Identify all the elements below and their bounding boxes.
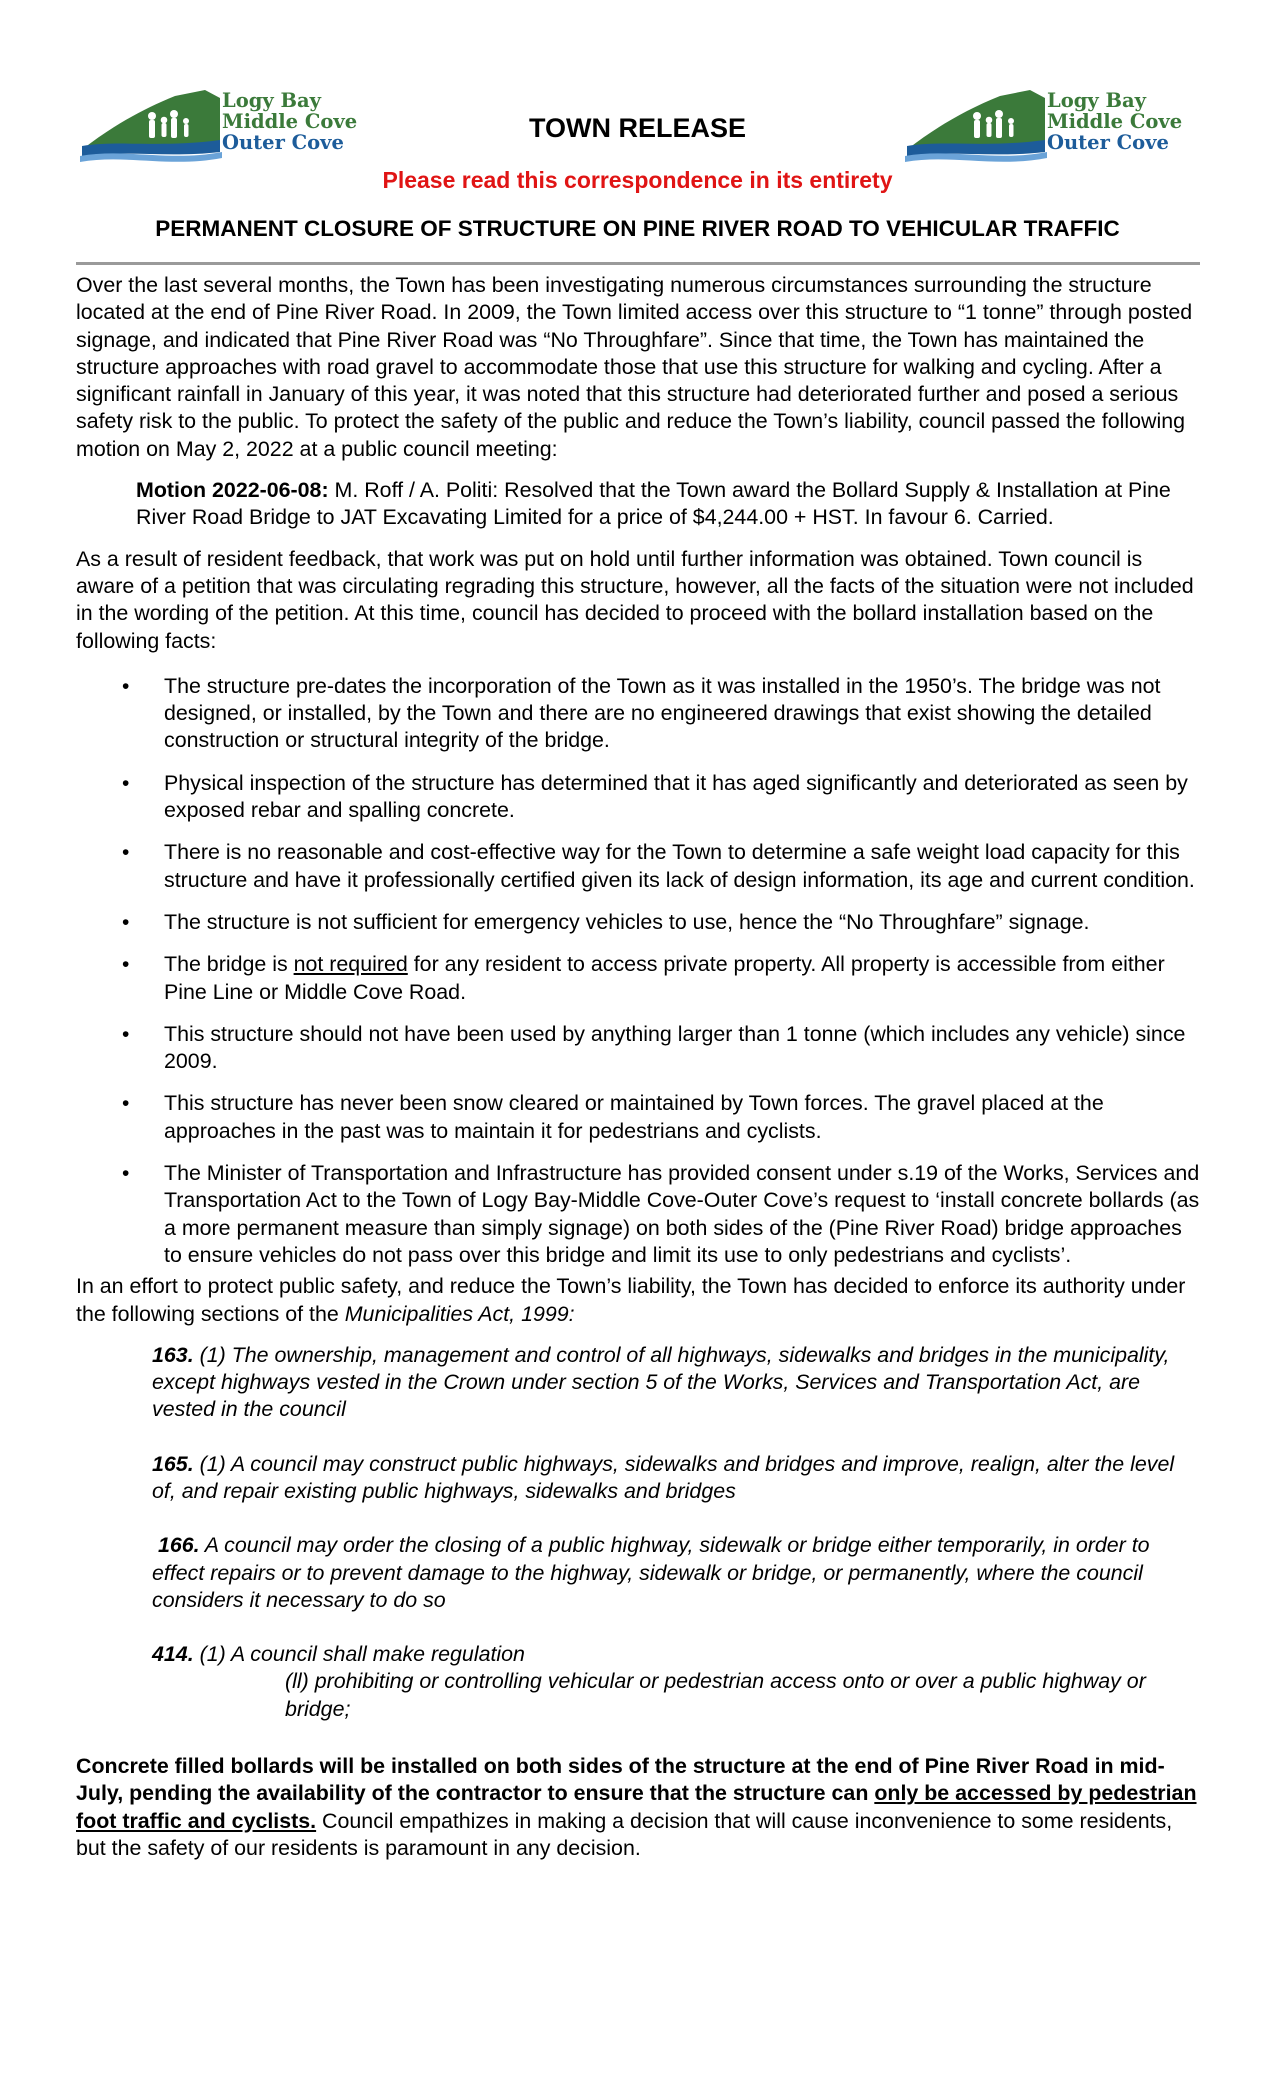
act-section xyxy=(76,1641,1202,1668)
section-number: 165. xyxy=(152,1451,194,1476)
bullet-icon: • xyxy=(122,1022,130,1046)
closing-paragraph xyxy=(76,1753,1202,1862)
act-section xyxy=(76,1532,1202,1614)
facts-list xyxy=(76,673,1202,1269)
act-name: Municipalities Act, 1999: xyxy=(344,1301,575,1326)
closing-underlined: only be accessed by pedestrian foot traffic and cyclists. xyxy=(76,1781,1197,1833)
release-heading: PERMANENT CLOSURE OF STRUCTURE ON PINE RIVER ROAD TO VEHICULAR TRAFFIC xyxy=(155,216,1120,241)
fact-item xyxy=(76,951,1202,1006)
bullet-icon: • xyxy=(122,674,130,698)
bullet-icon: • xyxy=(122,771,130,795)
feedback-paragraph: As a result of resident feedback, that work was put on hold until further information was obtained. Town council is aware of a petition that was circulating regrading this structure, however, all the facts of the situation were not included in the wording of the petition. At this time, council has decided to proceed with the bollard installation based on the following facts: xyxy=(76,546,1194,653)
fact-item xyxy=(76,909,1202,936)
authority-paragraph xyxy=(76,1273,1202,1328)
intro-paragraph: Over the last several months, the Town has been investigating numerous circumstances surrounding the structure located at the end of Pine River Road. In 2009, the Town limited access over this structure to “1 tonne” through posted signage, and indicated that Pine River Road was “No Throughfare”. Since that time, the Town has maintained the structure approaches with road gravel to accommodate those that use this structure for walking and cycling. After a significant rainfall in January of this year, it was noted that this structure had deteriorated further and posed a serious safety risk to the public. To protect the safety of the public and reduce the Town’s liability, council passed the following motion on May 2, 2022 at a public council meeting: xyxy=(76,273,1193,461)
read-notice: Please read this correspondence in its entirety xyxy=(382,167,893,193)
logo-right-line1: Logy Bay xyxy=(1047,89,1146,112)
section-text: (1) A council may construct public highways, sidewalks and bridges and improve, realign, alter the level of, and repair existing public highways, sidewalks and bridges xyxy=(152,1451,1175,1503)
logo-left-line3: Outer Cove xyxy=(222,131,344,154)
bullet-icon: • xyxy=(122,841,130,865)
release-body xyxy=(76,272,1202,1862)
fact-item xyxy=(76,1021,1202,1076)
section-text: (1) The ownership, management and control of all highways, sidewalks and bridges in the municipality, except highways vested in the Crown under section 5 of the Works, Services and Transportation Act, are vested in the council xyxy=(152,1342,1170,1422)
bullet-icon: • xyxy=(122,910,130,934)
fact-item xyxy=(76,673,1202,755)
bullet-icon: • xyxy=(122,1162,130,1186)
authority-text: In an effort to protect public safety, and reduce the Town’s liability, the Town has decided to enforce its authority under the following sections of the xyxy=(76,1274,1186,1326)
fact-item xyxy=(76,839,1202,894)
act-subsection: (ll) prohibiting or controlling vehicular or pedestrian access onto or over a public highway or bridge; xyxy=(285,1669,1146,1721)
fact-text: Physical inspection of the structure has determined that it has aged significantly and deteriorated as seen by exposed rebar and spalling concrete. xyxy=(164,770,1188,823)
motion-label: Motion 2022-06-08: xyxy=(136,478,329,503)
logo-left-line1: Logy Bay xyxy=(222,89,321,112)
fact-text: The structure is not sufficient for emergency vehicles to use, hence the “No Throughfare” signage. xyxy=(164,909,1090,934)
closing-plain: Council empathizes in making a decision that will cause inconvenience to some residents, but the safety of our residents is paramount in any decision. xyxy=(76,1808,1173,1860)
fact-text-before: The bridge is xyxy=(164,952,294,977)
act-section xyxy=(76,1451,1202,1506)
closing-bold: Concrete filled bollards will be installed on both sides of the structure at the end of Pine River Road in mid-July, pending the availability of the contractor to ensure that the structure can xyxy=(76,1754,1165,1806)
page-title: TOWN RELEASE xyxy=(528,113,746,143)
fact-item xyxy=(76,1160,1202,1269)
act-section xyxy=(76,1342,1202,1424)
section-number: 166. xyxy=(157,1533,200,1558)
fact-text: There is no reasonable and cost-effective way for the Town to determine a safe weight load capacity for this structure and have it professionally certified given its lack of design information, its age and current condition. xyxy=(164,840,1195,892)
fact-text: The structure pre-dates the incorporation of the Town as it was installed in the 1950’s. The bridge was not designed, or installed, by the Town and there are no engineered drawings that exist showing the detailed construction or structural integrity of the bridge. xyxy=(164,673,1161,753)
motion-paragraph xyxy=(76,477,1202,532)
fact-text: This structure should not have been used by anything larger than 1 tonne (which includes any vehicle) since 2009. xyxy=(164,1021,1186,1074)
fact-item xyxy=(76,770,1202,825)
fact-item xyxy=(76,1090,1202,1145)
fact-text: The Minister of Transportation and Infrastructure has provided consent under s.19 of the Works, Services and Transportation Act to the Town of Logy Bay-Middle Cove-Outer Cove’s request to ‘install concrete bollards (as a more permanent measure than simply signage) on both sides of the (Pine River Road) bridge approaches to ensure vehicles do not pass over this bridge and limit its use to only pedestrians and cyclists’. xyxy=(164,1161,1200,1267)
motion-text: M. Roff / A. Politi: Resolved that the Town award the Bollard Supply & Installation at Pine River Road Bridge to JAT Excavating Limited for a price of $4,244.00 + HST. In favour 6. Carried. xyxy=(136,478,1171,530)
act-sections xyxy=(76,1342,1202,1723)
logo-left-line2: Middle Cove xyxy=(222,110,358,133)
section-number: 414. xyxy=(152,1642,194,1667)
fact-underlined: not required xyxy=(293,952,408,977)
section-number: 163. xyxy=(152,1342,194,1367)
logo-right-line2: Middle Cove xyxy=(1047,110,1183,133)
bullet-icon: • xyxy=(122,1092,130,1116)
fact-text-after: for any resident to access private property. All property is accessible from either Pine Line or Middle Cove Road. xyxy=(164,952,1165,1004)
fact-text: This structure has never been snow cleared or maintained by Town forces. The gravel placed at the approaches in the past was to maintain it for pedestrians and cyclists. xyxy=(164,1091,1104,1143)
bullet-icon: • xyxy=(122,953,130,977)
section-text: (1) A council shall make regulation xyxy=(193,1642,525,1667)
header-divider xyxy=(76,262,1200,265)
section-text: A council may order the closing of a public highway, sidewalk or bridge either temporarily, in order to effect repairs or to prevent damage to the highway, sidewalk or bridge, or permanently, where the council considers it necessary to do so xyxy=(152,1533,1150,1612)
logo-right-line3: Outer Cove xyxy=(1047,131,1169,154)
